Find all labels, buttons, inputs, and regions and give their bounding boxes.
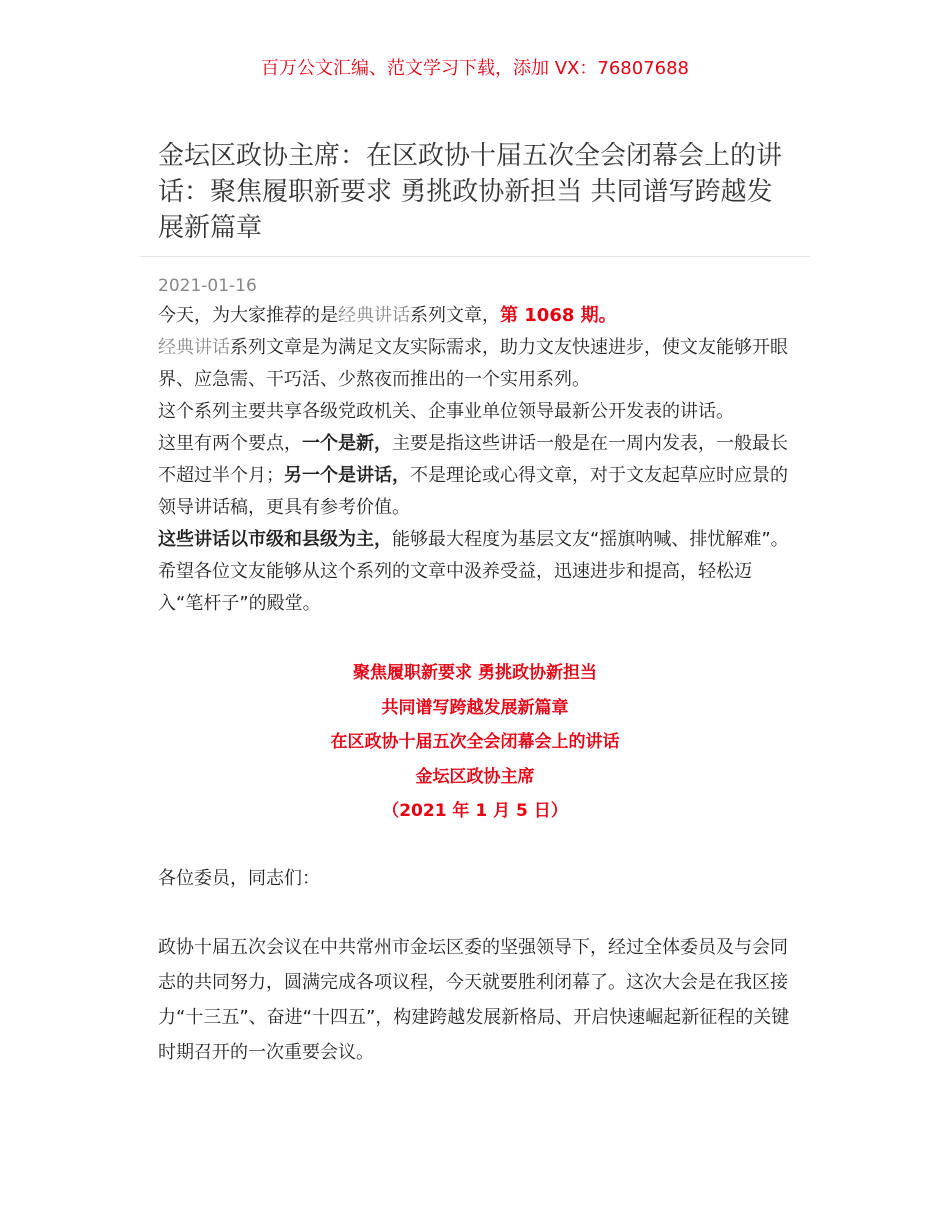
series-name: 经典讲话	[338, 305, 410, 326]
emphasis: 另一个是讲话，	[284, 465, 410, 486]
speech-date: （2021 年 1 月 5 日）	[382, 801, 568, 821]
text: 今天，为大家推荐的是	[158, 305, 338, 326]
series-name: 经典讲话	[158, 337, 230, 358]
intro-paragraph-5	[158, 524, 794, 620]
text: 系列文章，	[410, 305, 500, 326]
intro-section	[158, 300, 794, 620]
emphasis: 这些讲话以市级和县级为主，	[158, 529, 392, 550]
article-title: 金坛区政协主席：在区政协十届五次全会闭幕会上的讲话：聚焦履职新要求 勇挑政协新担当 共同谱写跨越发展新篇章	[158, 141, 783, 243]
speech-title-line-2: 共同谱写跨越发展新篇章	[381, 697, 569, 718]
intro-paragraph-3: 这个系列主要共享各级党政机关、企事业单位领导最新公开发表的讲话。	[158, 401, 734, 422]
issue-number: 第 1068 期。	[500, 305, 617, 326]
emphasis: 一个是新，	[302, 433, 392, 454]
speech-occasion: 在区政协十届五次全会闭幕会上的讲话	[330, 732, 620, 752]
title-divider	[140, 256, 810, 257]
text: 系列文章是为满足文友实际需求，助力文友快速进步，使文友能够开眼界、应急需、干巧活、少熬夜而推出的一个实用系列。	[158, 337, 788, 390]
speech-title-line-1: 聚焦履职新要求 勇挑政协新担当	[353, 663, 597, 683]
intro-paragraph-1	[158, 300, 794, 332]
salutation: 各位委员，同志们：	[158, 868, 320, 889]
intro-paragraph-2	[158, 332, 794, 396]
promo-banner: 百万公文汇编、范文学习下载，添加 VX：76807688	[261, 58, 689, 79]
body-paragraph: 政协十届五次会议在中共常州市金坛区委的坚强领导下，经过全体委员及与会同志的共同努力，圆满完成各项议程，今天就要胜利闭幕了。这次大会是在我区接力“十三五”、奋进“十四五”，构建跨越发展新格局、开启快速崛起新征程的关键时期召开的一次重要会议。	[158, 937, 790, 1063]
text: 这里有两个要点，	[158, 433, 302, 454]
text: 不是理论或心得文章，对于文友起草应时应景的领导讲话稿，更具有参考价值。	[158, 465, 788, 518]
text: 主要是指这些讲话一般是在一周内发表，一般最长不超过半个月；	[158, 433, 788, 486]
text: 能够最大程度为基层文友“摇旗呐喊、排忧解难”。希望各位文友能够从这个系列的文章中汲养受益，迅速进步和提高，轻松迈入“笔杆子”的殿堂。	[158, 529, 789, 614]
speaker: 金坛区政协主席	[415, 766, 535, 787]
intro-paragraph-4	[158, 428, 794, 524]
publish-date: 2021-01-16	[158, 276, 257, 296]
speech-heading	[0, 656, 950, 829]
